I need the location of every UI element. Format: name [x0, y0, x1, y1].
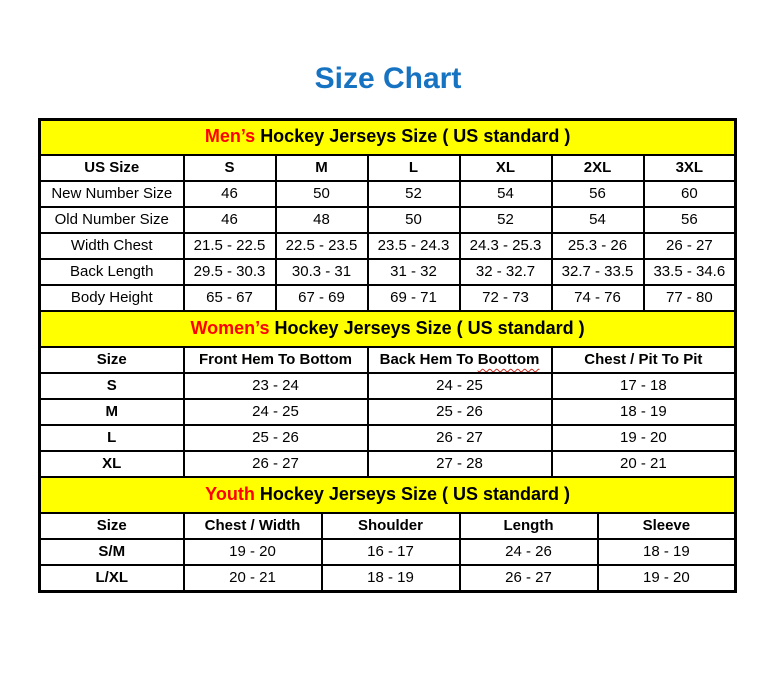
table-row [40, 539, 736, 565]
size-value: 19 - 20 [598, 565, 736, 591]
size-chart-page [0, 62, 776, 593]
table-row [40, 285, 736, 311]
size-value: 26 - 27 [460, 565, 598, 591]
table-row [40, 399, 736, 425]
size-value: 32 - 32.7 [460, 259, 552, 285]
womens-header-row [40, 347, 736, 373]
size-value: 52 [368, 181, 460, 207]
size-value: 21.5 - 22.5 [184, 233, 276, 259]
table-row [40, 259, 736, 285]
size-value: 25.3 - 26 [552, 233, 644, 259]
row-label: Width Chest [40, 233, 184, 259]
size-value: 19 - 20 [184, 539, 322, 565]
size-value: 17 - 18 [552, 373, 736, 399]
size-value: 29.5 - 30.3 [184, 259, 276, 285]
table-row [40, 565, 736, 591]
column-header: L [368, 155, 460, 181]
size-value: 19 - 20 [552, 425, 736, 451]
size-value: 23.5 - 24.3 [368, 233, 460, 259]
size-value: 26 - 27 [184, 451, 368, 477]
misspelled-word: Boottom [477, 350, 540, 368]
column-header: XL [460, 155, 552, 181]
column-header: Length [460, 513, 598, 539]
column-header: 2XL [552, 155, 644, 181]
size-value: 22.5 - 23.5 [276, 233, 368, 259]
row-label: S/M [40, 539, 184, 565]
size-value: 20 - 21 [184, 565, 322, 591]
size-value: 48 [276, 207, 368, 233]
table-row [40, 373, 736, 399]
size-value: 18 - 19 [552, 399, 736, 425]
size-value: 56 [644, 207, 736, 233]
column-header: M [276, 155, 368, 181]
size-value: 52 [460, 207, 552, 233]
size-value: 46 [184, 181, 276, 207]
column-header: Sleeve [598, 513, 736, 539]
row-label: M [40, 399, 184, 425]
size-value: 24.3 - 25.3 [460, 233, 552, 259]
mens-section-band [40, 119, 736, 155]
table-row [40, 207, 736, 233]
size-value: 67 - 69 [276, 285, 368, 311]
size-value: 60 [644, 181, 736, 207]
size-value: 72 - 73 [460, 285, 552, 311]
youth-band-text: Hockey Jerseys Size ( US standard ) [259, 484, 570, 505]
size-value: 30.3 - 31 [276, 259, 368, 285]
column-header: 3XL [644, 155, 736, 181]
page-title: Size Chart [314, 62, 462, 95]
column-header [368, 347, 552, 373]
size-value: 18 - 19 [598, 539, 736, 565]
size-value: 18 - 19 [322, 565, 460, 591]
table-row [40, 181, 736, 207]
column-header: Size [40, 513, 184, 539]
womens-section-band [40, 311, 736, 347]
size-value: 23 - 24 [184, 373, 368, 399]
table-row [40, 233, 736, 259]
table-row [40, 451, 736, 477]
size-value: 24 - 25 [368, 373, 552, 399]
column-header: US Size [40, 155, 184, 181]
row-label: S [40, 373, 184, 399]
size-value: 32.7 - 33.5 [552, 259, 644, 285]
mens-band-highlight: Men’s [204, 126, 256, 147]
youth-header-row [40, 513, 736, 539]
size-value: 65 - 67 [184, 285, 276, 311]
mens-band-text: Hockey Jerseys Size ( US standard ) [260, 126, 571, 147]
mens-header-row [40, 155, 736, 181]
size-value: 56 [552, 181, 644, 207]
column-header-text: Back Hem To [379, 350, 474, 368]
size-value: 26 - 27 [644, 233, 736, 259]
size-value: 24 - 25 [184, 399, 368, 425]
size-value: 50 [368, 207, 460, 233]
mens-band-cell [40, 119, 736, 155]
column-header: Shoulder [322, 513, 460, 539]
size-value: 31 - 32 [368, 259, 460, 285]
size-value: 69 - 71 [368, 285, 460, 311]
row-label: XL [40, 451, 184, 477]
womens-band-text: Hockey Jerseys Size ( US standard ) [274, 318, 585, 339]
womens-band-highlight: Women’s [190, 318, 270, 339]
row-label: L/XL [40, 565, 184, 591]
size-value: 46 [184, 207, 276, 233]
size-value: 27 - 28 [368, 451, 552, 477]
row-label: Back Length [40, 259, 184, 285]
column-header: Size [40, 347, 184, 373]
size-chart-table [38, 118, 737, 593]
column-header: Chest / Width [184, 513, 322, 539]
youth-band-cell [40, 477, 736, 513]
column-header: Chest / Pit To Pit [552, 347, 736, 373]
size-value: 26 - 27 [368, 425, 552, 451]
row-label: New Number Size [40, 181, 184, 207]
womens-band-cell [40, 311, 736, 347]
youth-band-highlight: Youth [205, 484, 255, 505]
size-value: 50 [276, 181, 368, 207]
youth-section-band [40, 477, 736, 513]
size-value: 25 - 26 [368, 399, 552, 425]
size-value: 25 - 26 [184, 425, 368, 451]
column-header: S [184, 155, 276, 181]
size-value: 20 - 21 [552, 451, 736, 477]
table-row [40, 425, 736, 451]
row-label: Old Number Size [40, 207, 184, 233]
size-value: 33.5 - 34.6 [644, 259, 736, 285]
size-value: 74 - 76 [552, 285, 644, 311]
size-value: 54 [552, 207, 644, 233]
size-value: 54 [460, 181, 552, 207]
column-header: Front Hem To Bottom [184, 347, 368, 373]
row-label: L [40, 425, 184, 451]
size-value: 24 - 26 [460, 539, 598, 565]
row-label: Body Height [40, 285, 184, 311]
size-value: 16 - 17 [322, 539, 460, 565]
size-value: 77 - 80 [644, 285, 736, 311]
